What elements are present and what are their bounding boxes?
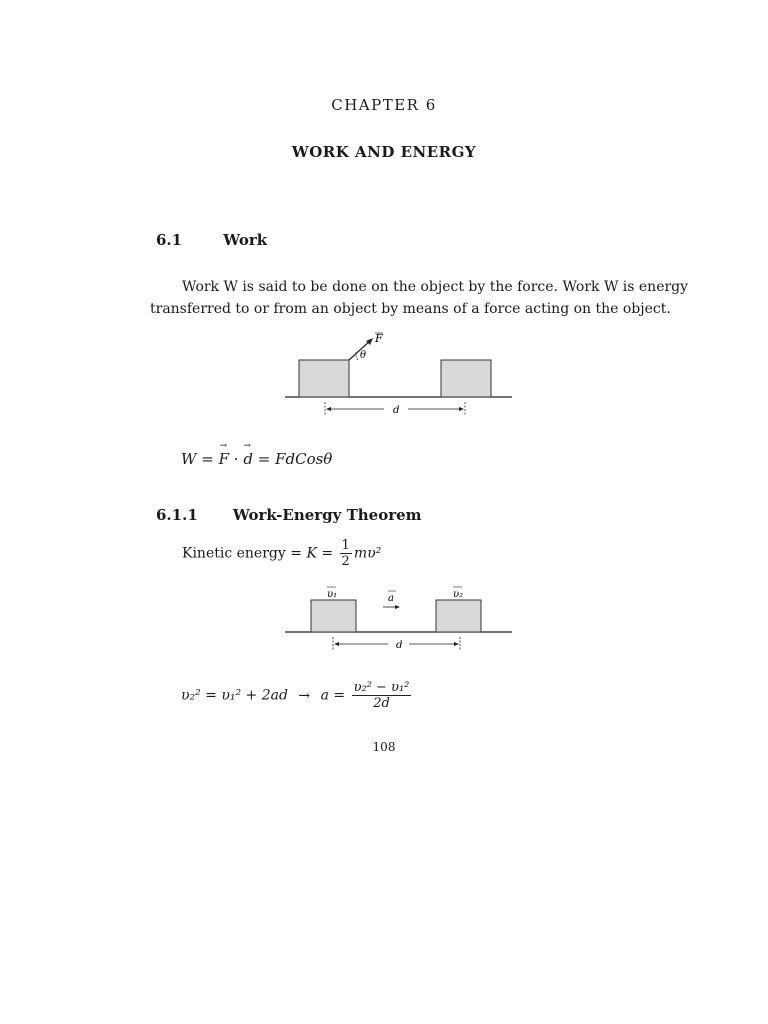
work-formula: W = F → · d → = FdCosθ (181, 441, 333, 468)
distance-label-2: d (396, 640, 403, 651)
chapter-title: WORK AND ENERGY (291, 143, 477, 161)
v2-label: υ₂ (453, 589, 464, 600)
section-heading (156, 230, 267, 249)
angle-label: θ (360, 350, 367, 361)
page-number: 108 (372, 740, 396, 754)
kinetic-energy-formula: Kinetic energy = K = $\frac{1}{2}$ mυ² (182, 538, 382, 569)
block-start (299, 360, 349, 397)
paragraph-line-1: Work W is said to be done on the object by the force. Work W is energy (182, 279, 689, 295)
subsection-heading (156, 505, 422, 524)
paragraph-line-2: transferred to or from an object by means of a force acting on the object. (150, 301, 671, 317)
v1-label: υ₁ (327, 589, 338, 600)
section-title: Work (223, 231, 268, 249)
block-v2 (436, 600, 481, 632)
block-end (441, 360, 491, 397)
distance-label: d (393, 405, 400, 416)
subsection-number: 6.1.1 (156, 506, 198, 524)
kinematics-diagram (280, 585, 520, 655)
force-label: F (375, 332, 383, 345)
block-v1 (311, 600, 356, 632)
chapter-label: CHAPTER 6 (331, 96, 437, 114)
work-diagram (280, 330, 520, 420)
ke-fraction: $\frac{1}{2}$ (341, 538, 350, 569)
subsection-title: Work-Energy Theorem (232, 506, 422, 524)
kinematics-formula: υ₂² = υ₁² + 2ad → a = $\frac{\text{υ₂² − υ₁²}}{2d}$ (181, 680, 410, 711)
section-number: 6.1 (156, 231, 183, 249)
accel-fraction: $\frac{\text{υ₂² − υ₁²}}{2d}$ (353, 680, 410, 711)
accel-label: a (388, 593, 394, 604)
